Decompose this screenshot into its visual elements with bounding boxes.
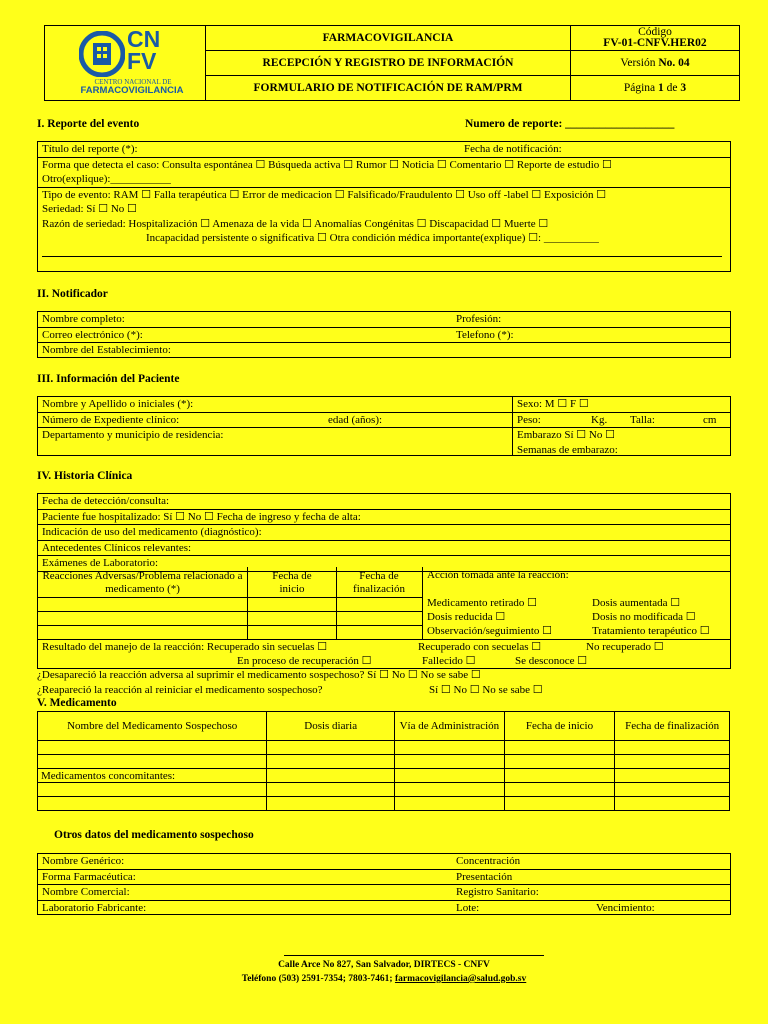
logo-text-top: CN bbox=[127, 26, 161, 52]
version-value: No. 04 bbox=[658, 56, 690, 69]
hospitalized-row[interactable]: Paciente fue hospitalizado: Sí ☐ No ☐ Fecha de ingreso y fecha de alta: bbox=[38, 510, 730, 526]
table-row[interactable] bbox=[38, 783, 730, 797]
report-title-label: Título del reporte (*): bbox=[42, 143, 138, 155]
outcome-recovering[interactable]: En proceso de recuperación ☐ bbox=[237, 655, 372, 667]
medication-table bbox=[37, 711, 730, 811]
section-4-box bbox=[37, 493, 731, 669]
grid-line-v3 bbox=[422, 567, 423, 639]
action-dose-reduced[interactable]: Dosis reducida ☐ bbox=[427, 611, 506, 623]
page-cell bbox=[571, 75, 740, 100]
grid-line-h1 bbox=[38, 597, 422, 598]
section-3-box bbox=[37, 396, 731, 456]
logo-line2: FARMACOVIGILANCIA bbox=[80, 85, 184, 96]
version-label: Versión bbox=[620, 56, 656, 69]
page-value: 1 bbox=[658, 81, 664, 94]
outcome-no-sequelae[interactable]: Resultado del manejo de la reacción: Recuperado sin secuelas ☐ bbox=[42, 641, 328, 653]
page-label: Página bbox=[623, 81, 656, 94]
med-col-route: Vía de Administración bbox=[395, 712, 505, 741]
med-col-dose: Dosis diaria bbox=[267, 712, 395, 741]
reactions-grid bbox=[38, 567, 730, 639]
commercial-name-row[interactable] bbox=[38, 885, 730, 901]
logo-line1: CENTRO NACIONAL DE bbox=[94, 78, 172, 86]
section-6-box bbox=[37, 853, 731, 915]
presentation-label: Presentación bbox=[456, 870, 513, 883]
section-1-box bbox=[37, 141, 731, 272]
outcome-deceased[interactable]: Fallecido ☐ bbox=[422, 655, 476, 667]
footer-email-link[interactable]: farmacovigilancia@salud.gob.sv bbox=[394, 974, 527, 984]
end-date-col-header: Fecha de finalización bbox=[353, 570, 405, 595]
patient-record-row[interactable] bbox=[38, 413, 730, 429]
phone-label: Telefono (*): bbox=[456, 328, 514, 341]
explain-line bbox=[42, 256, 722, 257]
table-row[interactable] bbox=[38, 797, 730, 811]
seriousness-reason-row-2[interactable]: Incapacidad persistente o significativa ☐ Otra condición médica importante(explique) ☐: __________ bbox=[146, 232, 599, 244]
logo-emblem-icon bbox=[79, 31, 125, 77]
lab-exams-row[interactable]: Exámenes de Laboratorio: bbox=[38, 556, 730, 572]
pregnancy-weeks-row bbox=[38, 443, 730, 458]
med-col-end: Fecha de finalización bbox=[615, 712, 730, 741]
patient-name-row[interactable] bbox=[38, 397, 730, 413]
clinical-history-row[interactable]: Antecedentes Clínicos relevantes: bbox=[38, 541, 730, 557]
indication-row[interactable]: Indicación de uso del medicamento (diagnóstico): bbox=[38, 525, 730, 541]
other-explain-row[interactable]: Otro(explique):___________ bbox=[38, 172, 730, 188]
outcome-not-recovered[interactable]: No recuperado ☐ bbox=[586, 641, 664, 653]
action-dose-unchanged[interactable]: Dosis no modificada ☐ bbox=[592, 611, 696, 623]
grid-line-v1 bbox=[247, 567, 248, 639]
footer-contact bbox=[0, 974, 768, 984]
section-2-title: II. Notificador bbox=[37, 288, 108, 300]
detection-form-row[interactable]: Forma que detecta el caso: Consulta espontánea ☐ Búsqueda activa ☐ Rumor ☐ Noticia ☐ Comentario ☐ Reporte de estudio ☐ bbox=[42, 158, 612, 171]
event-type-row[interactable]: Tipo de evento: RAM ☐ Falla terapéutica ☐ Error de medicacion ☐ Falsificado/Fraudulento ☐ Uso off -label ☐ Exposición ☐ bbox=[42, 188, 607, 201]
page-of: de bbox=[666, 81, 678, 94]
header-table bbox=[44, 25, 740, 101]
detection-date-row[interactable]: Fecha de detección/consulta: bbox=[38, 494, 730, 510]
version-cell bbox=[571, 51, 740, 75]
generic-name-row[interactable] bbox=[38, 854, 730, 870]
seriousness-row[interactable]: Seriedad: Sí ☐ No ☐ bbox=[42, 203, 137, 215]
concentration-label: Concentración bbox=[456, 855, 521, 867]
action-title: Acción tomada ante la reacción: bbox=[427, 569, 569, 581]
section-6-title: Otros datos del medicamento sospechoso bbox=[54, 829, 254, 841]
residence-row[interactable] bbox=[38, 428, 730, 443]
outcome-with-sequelae[interactable]: Recuperado con secuelas ☐ bbox=[418, 641, 542, 653]
notifier-email-row[interactable] bbox=[38, 328, 730, 344]
footer-line bbox=[284, 955, 544, 956]
footer-phone: Teléfono (503) 2591-7354; 7803-7461; bbox=[241, 974, 393, 984]
grid-line-h3 bbox=[38, 625, 422, 626]
concomitant-label: Medicamentos concomitantes: bbox=[38, 769, 267, 783]
logo-text-bottom: FV bbox=[127, 48, 157, 74]
title-farmacovigilancia: FARMACOVIGILANCIA bbox=[206, 26, 571, 51]
action-treatment[interactable]: Tratamiento terapéutico ☐ bbox=[592, 625, 710, 637]
residence-label: Departamento y municipio de residencia: bbox=[42, 429, 224, 441]
lot-label: Lote: bbox=[456, 901, 480, 914]
code-cell bbox=[571, 26, 740, 51]
dechallenge-question[interactable]: ¿Desapareció la reacción adversa al suprimir el medicamento sospechoso? Sí ☐ No ☐ No se sabe ☐ bbox=[37, 669, 481, 681]
section-5-title: V. Medicamento bbox=[37, 697, 117, 709]
notification-date-label: Fecha de notificación: bbox=[464, 143, 562, 155]
pregnancy-weeks-label[interactable]: Semanas de embarazo: bbox=[517, 443, 618, 456]
pharma-form-label: Forma Farmacéutica: bbox=[42, 870, 136, 883]
page-total: 3 bbox=[680, 81, 687, 94]
table-row[interactable] bbox=[38, 741, 730, 755]
start-date-col-header: Fecha de inicio bbox=[272, 570, 312, 595]
section-1-title: I. Reporte del evento bbox=[37, 118, 140, 130]
code-value: FV-01-CNFV.HER02 bbox=[603, 37, 707, 50]
email-label: Correo electrónico (*): bbox=[42, 328, 143, 341]
kg-label: Kg. bbox=[591, 413, 608, 426]
action-withdrawn[interactable]: Medicamento retirado ☐ bbox=[427, 597, 538, 609]
reaction-col-header: Reacciones Adversas/Problema relacionado a medicamento (*) bbox=[42, 570, 243, 595]
expiry-label: Vencimiento: bbox=[596, 901, 655, 914]
manufacturer-label: Laboratorio Fabricante: bbox=[42, 901, 147, 914]
outcome-unknown[interactable]: Se desconoce ☐ bbox=[515, 655, 588, 667]
manufacturer-row[interactable] bbox=[38, 901, 730, 916]
footer-address: Calle Arce No 827, San Salvador, DIRTECS - CNFV bbox=[278, 960, 490, 970]
action-observation[interactable]: Observación/seguimiento ☐ bbox=[427, 625, 553, 637]
notifier-name-label: Nombre completo: bbox=[42, 313, 125, 325]
notifier-name-row[interactable] bbox=[38, 312, 730, 328]
patient-name-label: Nombre y Apellido o iniciales (*): bbox=[42, 398, 194, 410]
code-label: Código bbox=[638, 26, 672, 39]
action-dose-increased[interactable]: Dosis aumentada ☐ bbox=[592, 597, 681, 609]
rechallenge-question: ¿Reapareció la reacción al reiniciar el medicamento sospechoso? bbox=[37, 684, 323, 696]
sex-label[interactable]: Sexo: M ☐ F ☐ bbox=[517, 398, 589, 410]
table-row[interactable] bbox=[38, 769, 730, 783]
report-number-field[interactable]: Numero de reporte: ___________________ bbox=[465, 118, 675, 130]
generic-name-label: Nombre Genérico: bbox=[42, 855, 125, 867]
rechallenge-options[interactable]: Sí ☐ No ☐ No se sabe ☐ bbox=[429, 684, 543, 696]
record-label: Número de Expediente clínico: bbox=[42, 413, 180, 426]
cm-label: cm bbox=[703, 413, 717, 426]
establishment-row[interactable]: Nombre del Establecimiento: bbox=[42, 344, 171, 356]
title-formulario: FORMULARIO DE NOTIFICACIÓN DE RAM/PRM bbox=[206, 75, 571, 100]
section-4-title: IV. Historia Clínica bbox=[37, 470, 133, 482]
section-3-title: III. Información del Paciente bbox=[37, 373, 180, 385]
grid-line-v2 bbox=[336, 567, 337, 639]
table-row[interactable] bbox=[38, 755, 730, 769]
seriousness-reason-row[interactable]: Razón de seriedad: Hospitalización ☐ Amenaza de la vida ☐ Anomalías Congénitas ☐ Discapacidad ☐ Muerte ☐ bbox=[42, 217, 549, 230]
med-col-name: Nombre del Medicamento Sospechoso bbox=[38, 712, 267, 741]
grid-line-h2 bbox=[38, 611, 422, 612]
age-label: edad (años): bbox=[328, 413, 383, 426]
logo-cell bbox=[45, 26, 206, 101]
med-col-start: Fecha de inicio bbox=[504, 712, 615, 741]
section-2-box bbox=[37, 311, 731, 358]
report-title-row[interactable] bbox=[38, 142, 730, 158]
pharma-form-row[interactable] bbox=[38, 870, 730, 886]
title-recepcion: RECEPCIÓN Y REGISTRO DE INFORMACIÓN bbox=[206, 51, 571, 75]
commercial-name-label: Nombre Comercial: bbox=[42, 886, 130, 898]
pregnancy-label[interactable]: Embarazo Sí ☐ No ☐ bbox=[517, 429, 615, 441]
weight-label: Peso: bbox=[517, 413, 541, 426]
profession-label: Profesión: bbox=[456, 313, 502, 325]
height-label: Talla: bbox=[630, 413, 655, 426]
registry-label: Registro Sanitario: bbox=[456, 886, 539, 898]
